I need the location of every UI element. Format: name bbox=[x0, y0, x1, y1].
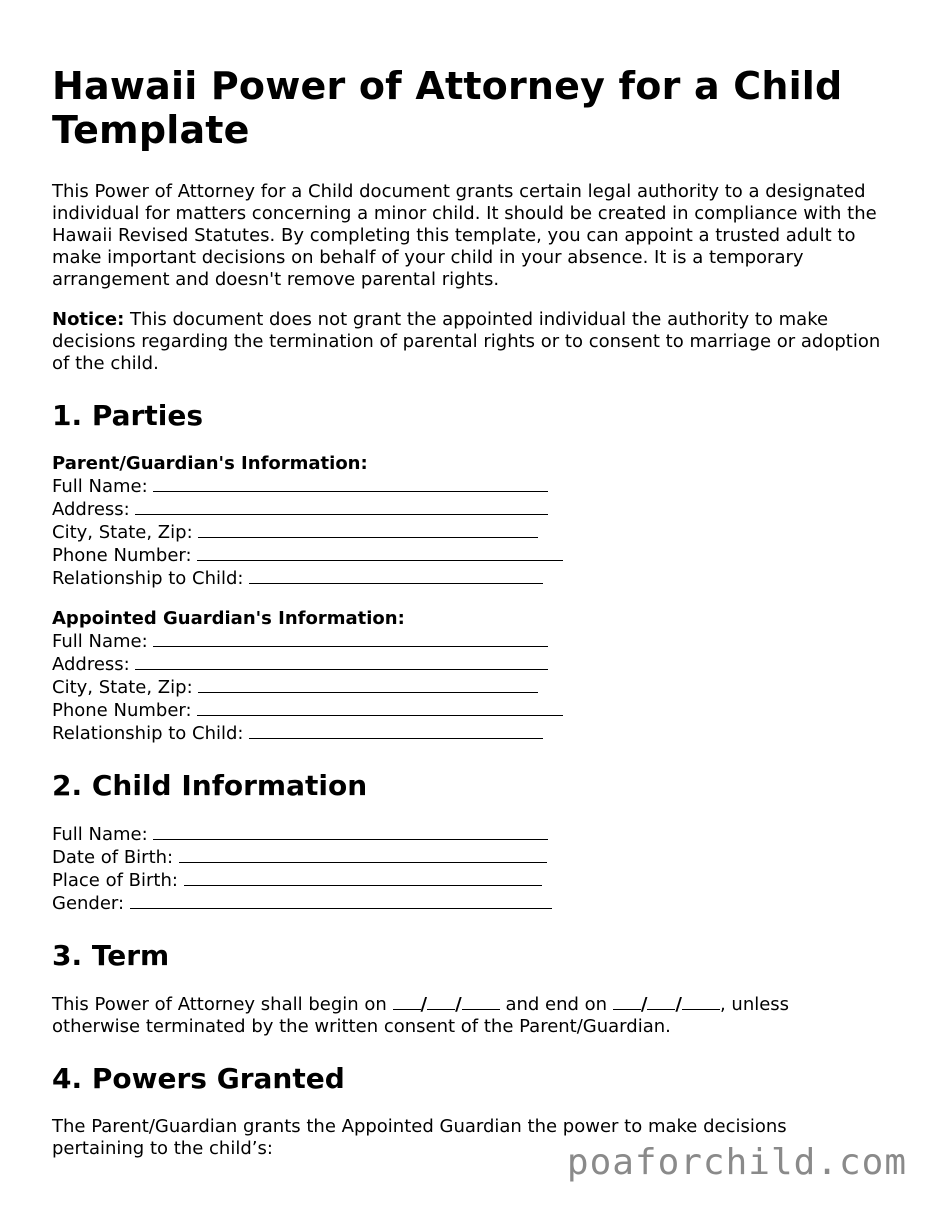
document-page bbox=[52, 64, 892, 1160]
appointed-address-blank[interactable] bbox=[135, 653, 548, 670]
child-dob-blank[interactable] bbox=[179, 846, 547, 863]
begin-day-blank[interactable] bbox=[427, 993, 455, 1010]
child-gender-field[interactable]: Gender: bbox=[52, 892, 892, 915]
intro-paragraph: This Power of Attorney for a Child document grants certain legal authority to a designated individual for matters concerning a minor child. It should be created in compliance with the Hawaii Revised Statutes. By completing this template, you can appoint a trusted adult to make important decisions on behalf of your child in your absence. It is a temporary arrangement and doesn't remove parental rights. bbox=[52, 181, 877, 290]
child-dob-field[interactable]: Date of Birth: bbox=[52, 846, 892, 869]
parent-relationship-field[interactable]: Relationship to Child: bbox=[52, 567, 892, 590]
child-pob-blank[interactable] bbox=[184, 869, 542, 886]
parent-full-name-blank[interactable] bbox=[153, 475, 548, 492]
appointed-full-name-blank[interactable] bbox=[153, 630, 548, 647]
end-year-blank[interactable] bbox=[682, 993, 720, 1010]
parent-phone-blank[interactable] bbox=[197, 544, 563, 561]
appointed-relationship-blank[interactable] bbox=[249, 722, 543, 739]
notice-text: This document does not grant the appointed individual the authority to make decisions regarding the termination of parental rights or to consent to marriage or adoption of the child. bbox=[52, 309, 881, 374]
term-line-2: otherwise terminated by the written consent of the Parent/Guardian. bbox=[52, 1016, 671, 1037]
end-day-blank[interactable] bbox=[647, 993, 675, 1010]
section-parties-heading: 1. Parties bbox=[52, 399, 203, 432]
section-powers-heading: 4. Powers Granted bbox=[52, 1062, 345, 1095]
child-pob-field[interactable]: Place of Birth: bbox=[52, 869, 892, 892]
appointed-relationship-field[interactable]: Relationship to Child: bbox=[52, 722, 892, 745]
appointed-city-blank[interactable] bbox=[198, 676, 538, 693]
appointed-info-block bbox=[52, 608, 892, 745]
appointed-city-field[interactable]: City, State, Zip: bbox=[52, 676, 892, 699]
parent-address-field[interactable]: Address: bbox=[52, 498, 892, 521]
section-child-heading: 2. Child Information bbox=[52, 769, 368, 802]
page-title: Hawaii Power of Attorney for a Child Template bbox=[52, 64, 843, 152]
parent-address-blank[interactable] bbox=[135, 498, 548, 515]
notice-paragraph bbox=[52, 309, 892, 375]
parent-info-title: Parent/Guardian's Information: bbox=[52, 453, 368, 474]
begin-year-blank[interactable] bbox=[462, 993, 500, 1010]
appointed-info-title: Appointed Guardian's Information: bbox=[52, 608, 405, 629]
parent-city-field[interactable]: City, State, Zip: bbox=[52, 521, 892, 544]
notice-label: Notice: bbox=[52, 309, 125, 330]
appointed-phone-blank[interactable] bbox=[197, 699, 563, 716]
appointed-full-name-field[interactable]: Full Name: bbox=[52, 630, 892, 653]
child-full-name-blank[interactable] bbox=[153, 823, 548, 840]
parent-city-blank[interactable] bbox=[198, 521, 538, 538]
parent-info-block bbox=[52, 453, 892, 590]
child-gender-blank[interactable] bbox=[130, 892, 552, 909]
parent-relationship-blank[interactable] bbox=[249, 567, 543, 584]
child-info-block bbox=[52, 823, 892, 915]
appointed-address-field[interactable]: Address: bbox=[52, 653, 892, 676]
child-full-name-field[interactable]: Full Name: bbox=[52, 823, 892, 846]
powers-paragraph: The Parent/Guardian grants the Appointed Guardian the power to make decisions pertaining to the child’s: bbox=[52, 1116, 787, 1159]
end-month-blank[interactable] bbox=[613, 993, 641, 1010]
parent-phone-field[interactable]: Phone Number: bbox=[52, 544, 892, 567]
begin-month-blank[interactable] bbox=[393, 993, 421, 1010]
watermark-text: poaforchild.com bbox=[566, 1142, 907, 1183]
term-line-1: This Power of Attorney shall begin on / / and end on / / , unless bbox=[52, 994, 790, 1015]
term-block bbox=[52, 993, 892, 1038]
parent-full-name-field[interactable]: Full Name: bbox=[52, 475, 892, 498]
section-term-heading: 3. Term bbox=[52, 939, 170, 972]
appointed-phone-field[interactable]: Phone Number: bbox=[52, 699, 892, 722]
